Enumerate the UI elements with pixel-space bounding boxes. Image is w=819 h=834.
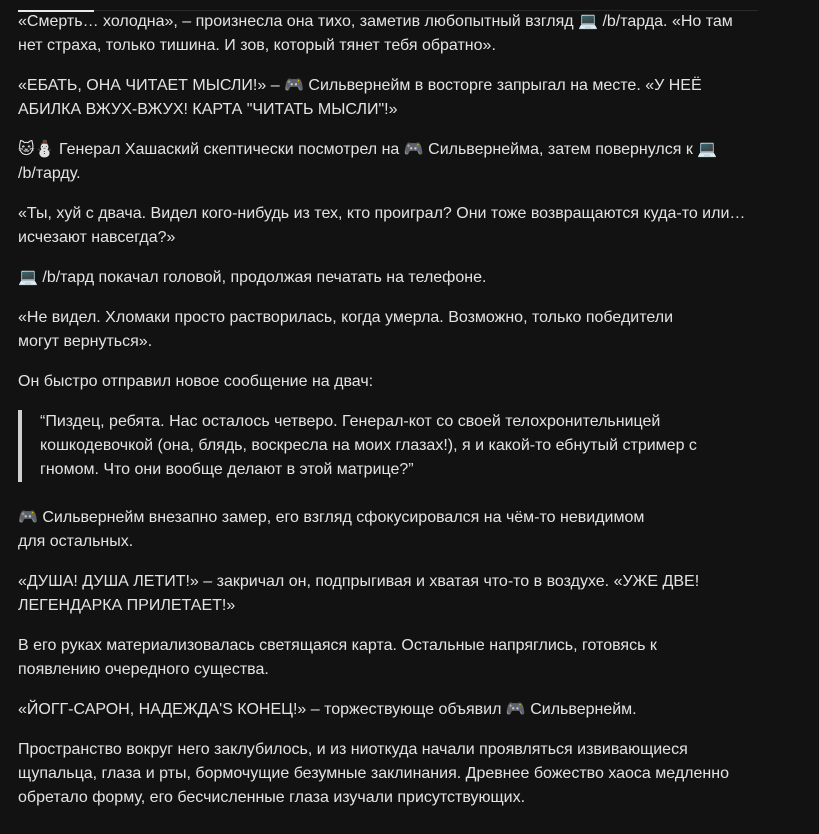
paragraph-soul-flies: «ДУША! ДУША ЛЕТИТ!» – закричал он, подпрыгивая и хватая что-то в воздухе. «УЖЕ ДВЕ! ЛЕГЕНДАРКА ПРИЛЕТАЕТ!» — [18, 573, 700, 614]
paragraph-yogg-saron: «ЙОГГ-САРОН, НАДЕЖДА'S КОНЕЦ!» – торжествующе объявил 🎮 Сильвернейм. — [18, 701, 637, 718]
paragraph-death-cold: «Смерть… холодна», – произнесла она тихо, заметив любопытный взгляд 💻 /b/тарда. «Но там нет страха, только тишина. И зов, который тянет тебя обратно». — [18, 13, 733, 54]
chapter-text — [18, 10, 763, 826]
paragraph-question-losers: «Ты, хуй с двача. Видел кого-нибудь из тех, кто проиграл? Они тоже возвращаются куда-то или… исчезают навсегда?» — [18, 205, 746, 246]
paragraph-shakes-head: 💻 /b/тард покачал головой, продолжая печатать на телефоне. — [18, 269, 487, 286]
paragraph-sent-message: Он быстро отправил новое сообщение на двач: — [18, 373, 374, 390]
paragraph-space-swirled: Пространство вокруг него заклубилось, и из ниоткуда начали проявляться извивающиеся щупальца, глаза и рты, бормочущие безумные заклинания. Древнее божество хаоса медленно обретало форму, его бесчисленные глаза изучали присутствующих. — [18, 741, 729, 806]
dvach-message-quote: “Пиздец, ребята. Нас осталось четверо. Генерал-кот со своей телохронительницей кошкодевочкой (она, блядь, воскресла на моих глазах!), я и какой-то ебнутый стример с гномом. Что они вообще делают в этой матрице?” — [18, 410, 763, 482]
paragraph-reads-minds: «ЕБАТЬ, ОНА ЧИТАЕТ МЫСЛИ!» – 🎮 Сильвернейм в восторге запрыгал на месте. «У НЕЁ АБИЛКА ВЖУХ-ВЖУХ! КАРТА "ЧИТАТЬ МЫСЛИ"!» — [18, 77, 702, 118]
paragraph-card-materialized: В его руках материализовалась светящаяся карта. Остальные напряглись, готовясь к появлению очередного существа. — [18, 637, 657, 678]
paragraph-not-seen: «Не видел. Хломаки просто растворилась, когда умерла. Возможно, только победители могут вернуться». — [18, 309, 674, 350]
paragraph-general-looks: 🐱⛄ Генерал Хашаский скептически посмотрел на 🎮 Сильвернейма, затем повернулся к 💻 /b/тарду. — [18, 141, 718, 182]
paragraph-froze: 🎮 Сильвернейм внезапно замер, его взгляд сфокусировался на чём-то невидимом для остальных. — [18, 509, 645, 550]
